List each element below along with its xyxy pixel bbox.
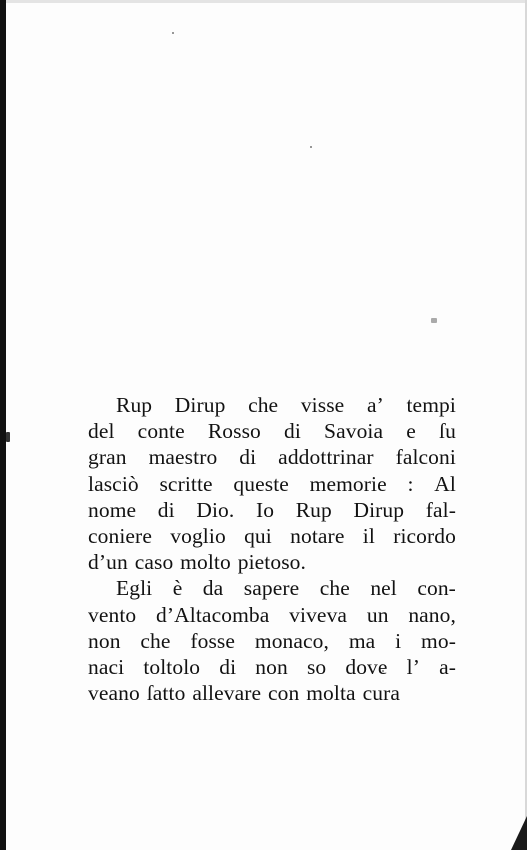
text-line: [88, 628, 456, 654]
word: Dirup: [353, 497, 405, 522]
word: con: [268, 681, 300, 706]
word: naci: [88, 655, 125, 680]
ink-speck: [172, 32, 174, 34]
word: e: [406, 419, 416, 444]
word: notare: [290, 524, 345, 549]
word: visse: [300, 393, 345, 417]
word: i: [395, 628, 402, 653]
word: molto: [180, 550, 231, 575]
word: di: [219, 655, 237, 680]
word: nome: [88, 497, 137, 522]
text-line: [88, 418, 456, 444]
word: sapere: [243, 576, 300, 601]
word: un: [366, 602, 389, 627]
word: allevare: [192, 681, 262, 706]
word: con-: [417, 576, 456, 601]
word: ricordo: [393, 524, 456, 549]
word: falconi: [395, 445, 456, 470]
word: di: [239, 445, 257, 470]
word: a-: [439, 655, 456, 680]
word: conte: [137, 419, 185, 444]
binding-thread: [6, 432, 10, 442]
word: non: [88, 628, 121, 653]
word: Savoia: [324, 419, 384, 444]
word: so: [306, 655, 327, 680]
word: l’: [406, 655, 420, 680]
word: cura: [362, 681, 400, 706]
word: coniere: [88, 524, 152, 549]
word: gran: [88, 445, 127, 470]
word: il: [362, 524, 375, 549]
ink-speck: [310, 146, 312, 148]
word: di: [284, 419, 301, 444]
word: veano: [88, 681, 140, 706]
word: maestro: [148, 445, 218, 470]
word: scritte: [159, 471, 213, 496]
word: non: [255, 655, 288, 680]
torn-corner: [511, 816, 527, 850]
text-line: [88, 497, 456, 523]
word: Rup: [116, 393, 153, 417]
word: lasciò: [88, 471, 139, 496]
text-line: [88, 602, 456, 628]
word: fal-: [425, 497, 456, 522]
word: che: [319, 576, 350, 601]
word: pietoso.: [237, 550, 307, 575]
word: Rup: [295, 497, 332, 522]
body-text: [88, 392, 456, 706]
binding-gutter: [0, 0, 6, 850]
word: che: [140, 628, 171, 653]
word: ſatto: [146, 681, 186, 706]
word: Io: [255, 497, 275, 522]
word: qui: [244, 524, 272, 549]
word: a’: [366, 393, 384, 417]
word: queste: [233, 471, 289, 496]
text-line: [88, 654, 456, 680]
word: ſu: [439, 419, 456, 444]
word: d’un: [88, 550, 128, 575]
word: toltolo: [143, 655, 201, 680]
word: monaco,: [254, 628, 330, 653]
word: nel: [370, 576, 397, 601]
word: ma: [348, 628, 376, 653]
word: del: [88, 419, 115, 444]
text-line: [88, 523, 456, 549]
word: tempi: [406, 393, 456, 417]
word: voglio: [170, 524, 226, 549]
word: d’Altacomba: [156, 602, 270, 627]
text-line: [88, 471, 456, 497]
word: fosse: [190, 628, 236, 653]
word: da: [202, 576, 224, 601]
word: memorie: [309, 471, 387, 496]
word: Dio.: [196, 497, 235, 522]
text-line: [88, 575, 456, 601]
word: che: [248, 393, 279, 417]
paper-stain: [431, 318, 437, 323]
text-line: [88, 549, 456, 575]
word: vento: [88, 602, 137, 627]
word: Al: [434, 471, 456, 496]
text-line: [88, 392, 456, 418]
text-line: [88, 680, 456, 706]
word: addottrinar: [278, 445, 374, 470]
word: caso: [134, 550, 174, 575]
word: mo-: [421, 628, 456, 653]
word: Egli: [116, 576, 153, 601]
word: :: [407, 471, 414, 496]
word: nano,: [408, 602, 456, 627]
word: dove: [345, 655, 388, 680]
word: Rosso: [207, 419, 261, 444]
text-line: [88, 444, 456, 470]
word: è: [172, 576, 183, 601]
word: viveva: [289, 602, 348, 627]
word: molta: [306, 681, 356, 706]
word: Dirup: [174, 393, 226, 417]
word: di: [157, 497, 175, 522]
page-top-edge: [0, 0, 527, 3]
